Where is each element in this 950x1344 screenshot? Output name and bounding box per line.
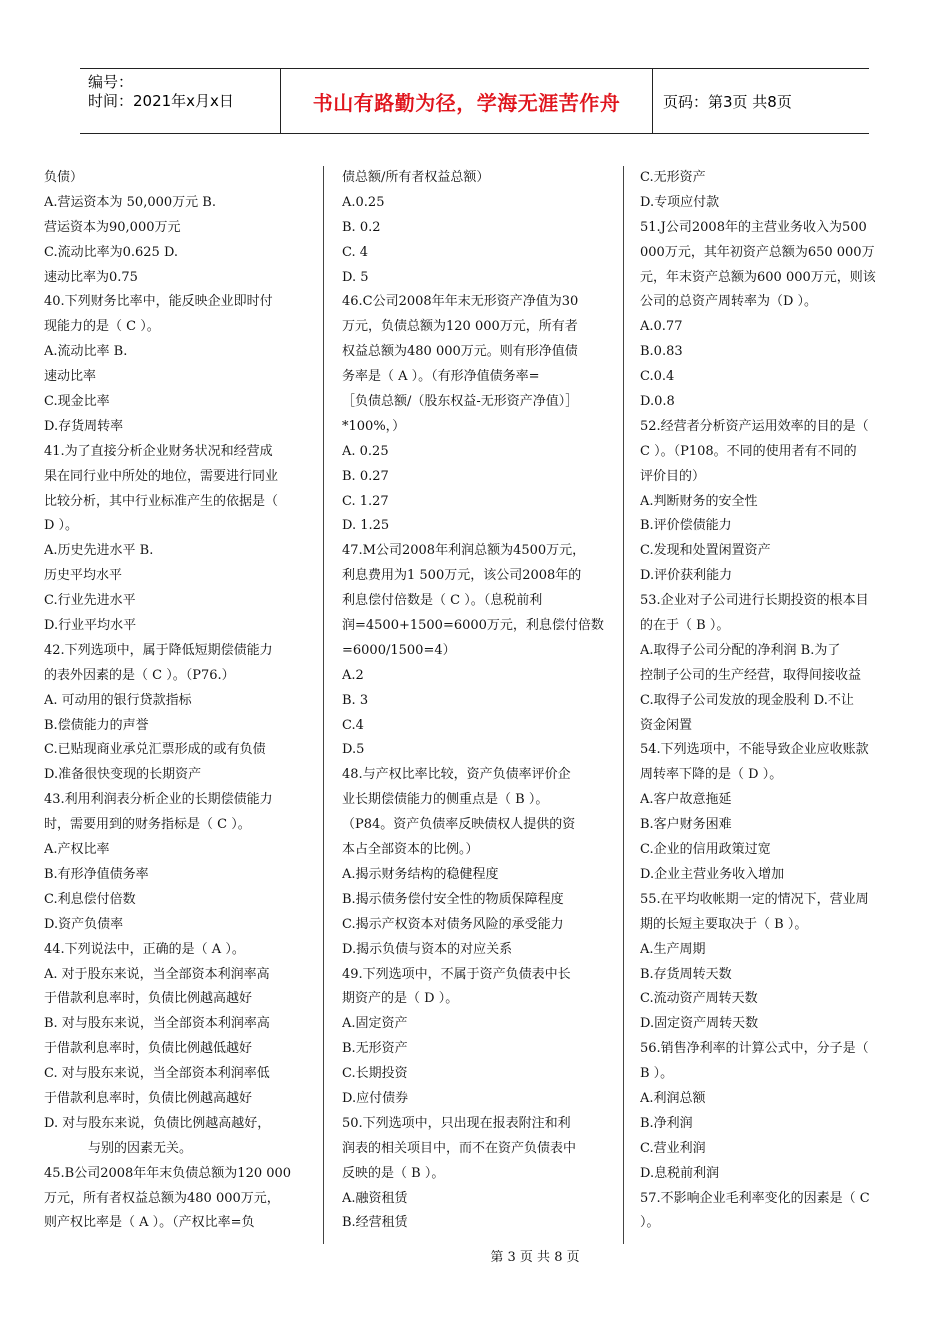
text-line: ［负债总额/（股东权益-无形资产净值）］ (342, 394, 579, 410)
text-line: B.无形资产 (342, 1041, 408, 1057)
text-line: B.0.83 (640, 344, 683, 360)
text-line: C.现金比率 (44, 394, 110, 410)
text-line: D.息税前利润 (640, 1165, 720, 1181)
text-line: 57.不影响企业毛利率变化的因素是（ C (640, 1190, 870, 1206)
text-line: 利息费用为1 500万元，该公司2008年的 (342, 568, 582, 584)
text-line: 期的长短主要取决于（ B ）。 (640, 916, 808, 932)
text-line: B.偿债能力的声誉 (44, 717, 149, 733)
text-line: D. 5 (342, 269, 369, 285)
text-line: C.流动资产周转天数 (640, 991, 758, 1007)
text-line: C.已贴现商业承兑汇票形成的或有负债 (44, 742, 266, 758)
text-line: A. 0.25 (342, 443, 389, 459)
text-line: C.取得子公司发放的现金股利 D.不让 (640, 692, 854, 708)
text-line: 000万元，其年初资产总额为650 000万 (640, 244, 875, 260)
text-line: C.企业的信用政策过宽 (640, 842, 771, 858)
text-line: B. 0.27 (342, 468, 389, 484)
header-motto-cell (280, 69, 653, 133)
text-line: A.利润总额 (640, 1090, 706, 1106)
text-line: 47.M公司2008年利润总额为4500万元， (342, 543, 586, 559)
text-line: D. 1.25 (342, 518, 390, 534)
text-line: 债总额/所有者权益总额） (342, 170, 490, 185)
text-line: 56.销售净利率的计算公式中，分子是（ (640, 1041, 869, 1057)
text-line: D.5 (342, 742, 365, 758)
text-line: B.存货周转天数 (640, 966, 732, 982)
text-line: 历史平均水平 (44, 568, 123, 584)
text-line: D.评价获利能力 (640, 568, 733, 584)
text-line: D.0.8 (640, 394, 675, 410)
text-line: C.行业先进水平 (44, 593, 136, 609)
text-line: 万元，负债总额为120 000万元，所有者 (342, 319, 578, 335)
text-line: 现能力的是（ C ）。 (44, 319, 160, 335)
text-line: C.4 (342, 717, 364, 733)
text-line: A.取得子公司分配的净利润 B.为了 (640, 642, 841, 658)
text-line: 速动比率 (44, 369, 97, 385)
text-line: A.2 (342, 667, 364, 683)
text-line: C.利息偿付倍数 (44, 891, 136, 907)
text-line: A.固定资产 (342, 1016, 408, 1032)
text-line: 利息偿付倍数是（ C ）。（息税前利 (342, 593, 543, 609)
text-line: 权益总额为480 000万元。则有形净值债 (342, 344, 578, 360)
text-line: D.应付债券 (342, 1090, 409, 1106)
text-line: 55.在平均收帐期一定的情况下，营业周 (640, 891, 869, 907)
document-date-label: 时间：2021年x月x日 (88, 92, 234, 110)
text-line: 本占全部资本的比例。） (342, 842, 479, 858)
text-line: A.0.25 (342, 194, 385, 210)
text-column-3 (640, 166, 906, 1236)
text-line: ）。 (640, 1215, 660, 1231)
text-line: C ）。（P108。不同的使用者有不同的 (640, 443, 857, 459)
text-line: 周转率下降的是（ D ）。 (640, 767, 783, 783)
header-motto: 书山有路勤为径，学海无涯苦作舟 (312, 90, 621, 115)
text-line: 51.J公司2008年的主营业务收入为500 (640, 219, 867, 235)
text-column-1 (44, 166, 307, 1236)
text-line: 反映的是（ B ）。 (342, 1165, 445, 1181)
text-line: C.流动比率为0.625 D. (44, 244, 179, 260)
text-line: （P84。资产负债率反映债权人提供的资 (342, 817, 576, 833)
text-line: 业长期偿债能力的侧重点是（ B ）。 (342, 792, 549, 808)
text-line: 营运资本为90,000万元 (44, 219, 181, 235)
text-line: B ）。 (640, 1066, 674, 1082)
header-meta (80, 69, 280, 133)
text-line: 50.下列选项中，只出现在报表附注和利 (342, 1115, 571, 1131)
text-line: A.揭示财务结构的稳健程度 (342, 866, 499, 882)
text-line: 52.经营者分析资产运用效率的目的是（ (640, 418, 869, 434)
header-page-number: 页码：第3页 共8页 (663, 92, 792, 111)
text-line: *100%，） (342, 418, 406, 434)
text-line: 43.利用利润表分析企业的长期偿债能力 (44, 792, 273, 808)
text-line: =6000/1500=4） (342, 642, 456, 658)
text-line: 时，需要用到的财务指标是（ C ）。 (44, 817, 251, 833)
text-line: A.客户故意拖延 (640, 792, 732, 808)
header-page-cell (653, 69, 869, 133)
text-line: 54.下列选项中，不能导致企业应收账款 (640, 742, 869, 758)
text-line: 45.B公司2008年年末负债总额为120 000 (44, 1165, 292, 1181)
text-line: D.企业主营业务收入增加 (640, 866, 785, 882)
text-line: B.净利润 (640, 1115, 693, 1131)
text-line: 46.C公司2008年年末无形资产净值为30 (342, 294, 579, 310)
text-line: 的表外因素的是（ C ）。（P76.） (44, 667, 235, 683)
text-line: 公司的总资产周转率为（D ）。 (640, 294, 818, 310)
text-line: C.营业利润 (640, 1140, 706, 1156)
text-line: D.固定资产周转天数 (640, 1016, 759, 1032)
text-line: B.客户财务困难 (640, 817, 732, 833)
text-line: 务率是（ A ）。（有形净值债务率= (342, 369, 540, 385)
text-line: A.融资租赁 (342, 1190, 408, 1206)
text-line: A.0.77 (640, 319, 683, 335)
text-line: A. 可动用的银行贷款指标 (44, 692, 192, 708)
text-column-2 (342, 166, 605, 1236)
text-line: 于借款利息率时，负债比例越低越好 (44, 1041, 253, 1057)
text-line: B.有形净值债务率 (44, 866, 149, 882)
text-line: A. 对于股东来说，当全部资本利润率高 (44, 966, 270, 982)
text-line: D.存货周转率 (44, 418, 124, 434)
document-code-label: 编号： (88, 73, 134, 91)
text-line: 资金闲置 (640, 717, 693, 733)
text-line: A.产权比率 (44, 842, 110, 858)
text-line: 果在同行业中所处的地位，需要进行同业 (44, 468, 279, 484)
text-line: B. 3 (342, 692, 369, 708)
text-line: 48.与产权比率比较，资产负债率评价企 (342, 767, 571, 783)
page-header (80, 68, 869, 134)
text-line: 44.下列说法中，正确的是（ A ）。 (44, 941, 245, 957)
text-line: B. 0.2 (342, 219, 381, 235)
text-line: D. 对与股东来说，负债比例越高越好， (44, 1115, 271, 1131)
text-line: 润=4500+1500=6000万元，利息偿付倍数 (342, 618, 604, 634)
text-line: C.无形资产 (640, 170, 706, 185)
text-line: D ）。 (44, 518, 79, 534)
text-line: 万元，所有者权益总额为480 000万元， (44, 1190, 280, 1206)
text-line: 42.下列选项中，属于降低短期偿债能力 (44, 642, 273, 658)
text-line: B.揭示债务偿付安全性的物质保障程度 (342, 891, 564, 907)
text-line: D.专项应付款 (640, 194, 720, 210)
text-line: A.流动比率 B. (44, 344, 128, 360)
text-line: C. 1.27 (342, 493, 389, 509)
text-line: 评价目的） (640, 468, 706, 484)
text-line: 比较分析，其中行业标准产生的依据是（ (44, 493, 279, 509)
text-line: C. 4 (342, 244, 369, 260)
text-line: C.发现和处置闲置资产 (640, 543, 771, 559)
text-line: B.经营租赁 (342, 1215, 408, 1231)
text-line: B. 对与股东来说，当全部资本利润率高 (44, 1016, 270, 1032)
text-line: 负债） (44, 170, 84, 185)
text-line: D.行业平均水平 (44, 618, 137, 634)
text-line: 40.下列财务比率中，能反映企业即时付 (44, 294, 273, 310)
text-line: 与别的因素无关。 (88, 1140, 193, 1156)
text-line: C.长期投资 (342, 1066, 408, 1082)
text-line: 于借款利息率时，负债比例越高越好 (44, 991, 253, 1007)
text-line: 期资产的是（ D ）。 (342, 991, 459, 1007)
text-line: 则产权比率是（ A ）。（产权比率=负 (44, 1215, 255, 1231)
text-line: C. 对与股东来说，当全部资本利润率低 (44, 1066, 270, 1082)
text-line: D.揭示负债与资本的对应关系 (342, 941, 513, 957)
text-line: C.0.4 (640, 369, 675, 385)
text-line: B.评价偿债能力 (640, 518, 732, 534)
text-line: 53.企业对子公司进行长期投资的根本目 (640, 593, 869, 609)
column-divider (323, 166, 324, 1244)
text-line: 控制子公司的生产经营，取得间接收益 (640, 667, 862, 683)
text-line: A.生产周期 (640, 941, 706, 957)
text-line: D.资产负债率 (44, 916, 124, 932)
text-line: 的在于（ B ）。 (640, 618, 730, 634)
text-line: 速动比率为0.75 (44, 269, 138, 285)
text-line: A.历史先进水平 B. (44, 543, 154, 559)
text-line: 49.下列选项中，不属于资产负债表中长 (342, 966, 571, 982)
text-line: A.判断财务的安全性 (640, 493, 758, 509)
text-line: A.营运资本为 50,000万元 B. (44, 194, 216, 210)
page-footer: 第 3 页 共 8 页 (490, 1250, 580, 1265)
text-line: 41.为了直接分析企业财务状况和经营成 (44, 443, 273, 459)
column-divider (623, 166, 624, 1244)
text-line: 元，年末资产总额为600 000万元，则该 (640, 269, 876, 285)
text-line: D.准备很快变现的长期资产 (44, 767, 202, 783)
text-line: C.揭示产权资本对债务风险的承受能力 (342, 916, 564, 932)
text-line: 于借款利息率时，负债比例越高越好 (44, 1090, 253, 1106)
text-line: 润表的相关项目中，而不在资产负债表中 (342, 1140, 577, 1156)
